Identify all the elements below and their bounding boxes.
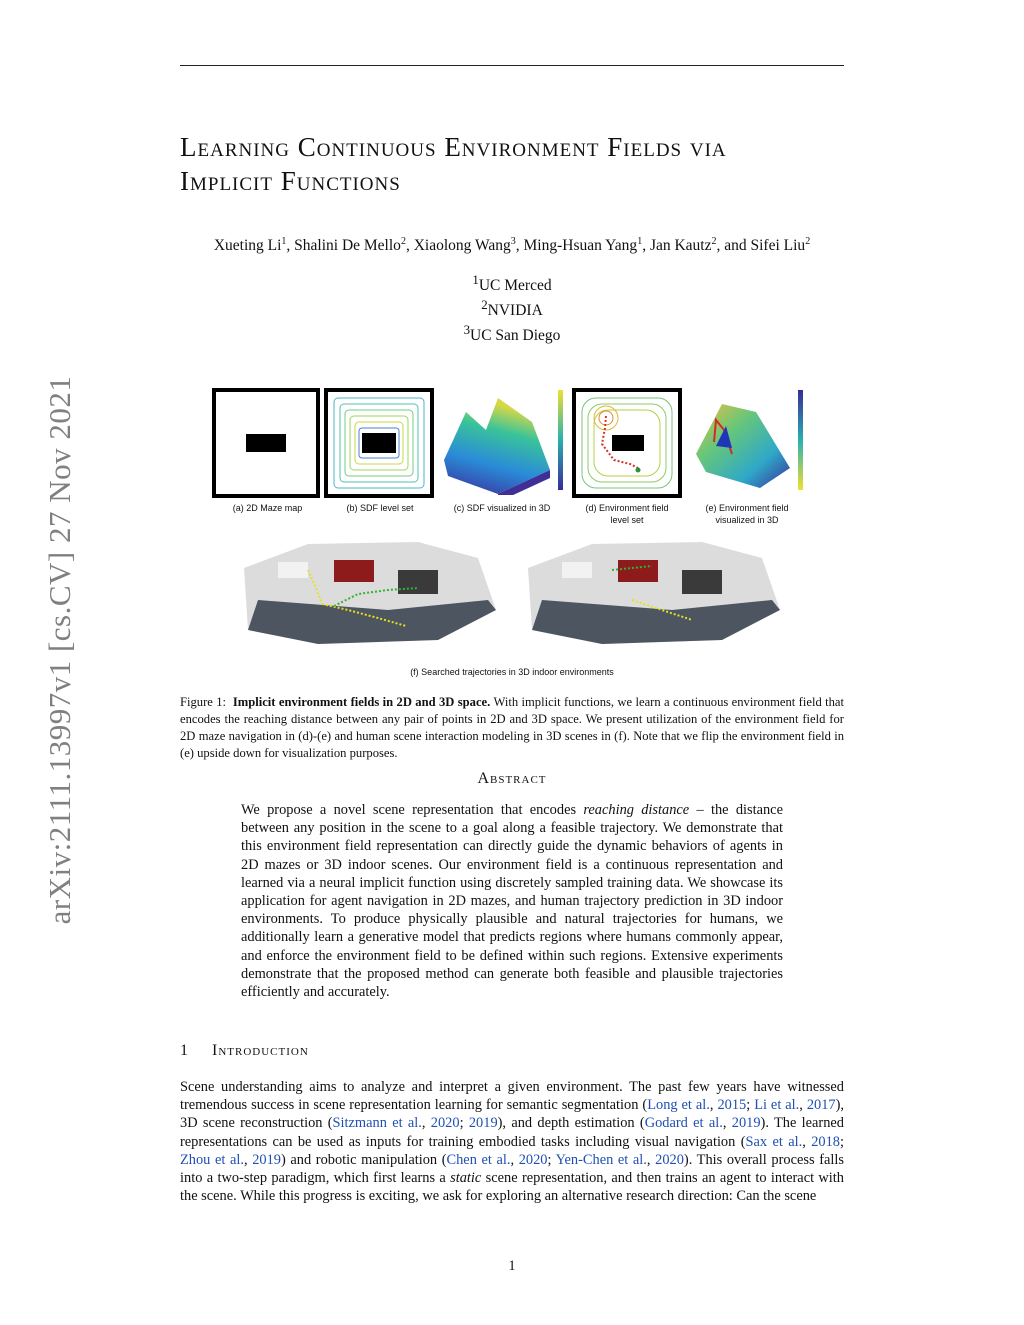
env-field-3d-panel (686, 390, 794, 495)
affiliation-mark: 2 (481, 297, 488, 313)
author-name: Shalini De Mello (294, 237, 401, 255)
citation-link[interactable]: 2019 (731, 1115, 761, 1132)
author-affiliation-mark: 2 (400, 236, 406, 247)
sublabel-e (688, 502, 806, 526)
affiliation (362, 320, 662, 345)
paper-title (180, 130, 880, 198)
sdf-level-set-panel (324, 388, 434, 498)
author-name: Xiaolong Wang (413, 237, 511, 255)
colorbar-c (558, 390, 572, 490)
citation-link[interactable]: 2020 (518, 1151, 548, 1168)
citation-link[interactable]: Sitzmann et al. (332, 1115, 422, 1132)
maze-map-panel (212, 388, 320, 498)
affiliation (362, 295, 662, 320)
top-rule (180, 65, 844, 66)
abstract-emphasis: reaching distance (583, 802, 690, 818)
citation-link[interactable]: 2018 (811, 1133, 840, 1150)
affiliation-mark: 1 (472, 272, 479, 287)
author-affiliation-mark: 2 (711, 236, 717, 247)
citation-link[interactable]: 2020 (430, 1115, 460, 1132)
author-name: Jan Kautz (649, 237, 712, 255)
affiliation (362, 270, 662, 295)
author-list: Xueting Li$^1$, Shalini De Mello$^2$, Xiaolong Wang$^3$, Ming-Hsuan Yang$^1$, Jan Kautz$^2$, and Sifei Liu$^2$ (213, 236, 811, 255)
section-title: Introduction (212, 1042, 309, 1059)
sublabel-f: (f) Searched trajectories in 3D indoor environments (410, 667, 614, 677)
abstract-heading: Abstract (477, 770, 547, 787)
sdf-3d-panel (438, 390, 554, 495)
citation-link[interactable]: 2015 (717, 1097, 747, 1114)
sublabel-e-line-1: (e) Environment field (705, 503, 789, 513)
affiliation-name: UC San Diego (470, 327, 561, 345)
citation-link[interactable]: 2019 (468, 1115, 498, 1132)
affiliation-name: NVIDIA (487, 302, 543, 320)
figure-caption (180, 694, 844, 762)
author-affiliation-mark: 2 (805, 236, 811, 247)
author-affiliation-mark: 1 (281, 236, 287, 247)
abstract-body (241, 801, 783, 1001)
page-number: 1 (508, 1258, 516, 1274)
citation-link[interactable]: 2017 (806, 1097, 836, 1114)
citation-link[interactable]: Long et al. (647, 1097, 710, 1114)
citation-link[interactable]: 2019 (252, 1151, 281, 1168)
citation-link[interactable]: Zhou et al. (180, 1151, 244, 1168)
citation-link[interactable]: 2020 (655, 1151, 684, 1168)
citation-link[interactable]: Godard et al. (644, 1115, 723, 1132)
abstract-text-before: We propose a novel scene representation that encodes (241, 802, 577, 818)
title-line-2: Implicit Functions (180, 166, 401, 196)
introduction-paragraph: Scene understanding aims to analyze and interpret a given environment. The past few years have witnessed tremendous success in scene representation learning for semantic segmentation (Long et al., 2015; Li et al., 2017), 3D scene reconstruction (Sitzmann et al., 2020; 2019), and depth estimation (Godard et al., 2019). The learned representations can be used as inputs for training embodied tasks including visual navigation (Sax et al., 2018; Zhou et al., 2019) and robotic manipulation (Chen et al., 2020; Yen-Chen et al., 2020). This overall process falls into a two-step paradigm, which first learns a static scene representation, and then trains an agent to interact with the scene. While this progress is exciting, we ask for exploring an alternative research direction: Can the scene (180, 1079, 845, 1205)
sublabel-d (568, 502, 686, 526)
sublabel-d-line-1: (d) Environment field (585, 503, 669, 513)
author-name: Sifei Liu (750, 237, 806, 255)
affiliation-mark: 3 (463, 322, 471, 338)
title-line-1: Learning Continuous Environment Fields via (180, 132, 727, 162)
citation-link[interactable]: Sax et al. (745, 1133, 803, 1150)
indoor-scene-right (522, 540, 784, 645)
sublabel-e-line-2: visualized in 3D (715, 515, 779, 525)
citation-link[interactable]: Li et al. (754, 1097, 800, 1114)
section-number: 1 (180, 1042, 189, 1059)
figure-1 (180, 380, 844, 680)
indoor-scene-left (238, 540, 500, 645)
author-affiliation-mark: 1 (637, 236, 643, 247)
affiliation-list (362, 270, 662, 345)
caption-text: With implicit functions, we learn a continuous environment field that encodes the reaching distance between any pair of points in 2D and 3D space. We present utilization of the environment field for 2D maze navigation in (d)-(e) and human scene interaction modeling in 3D scenes in (f). Note that we flip the environment field in (e) upside down for visualization purposes. (180, 695, 845, 760)
citation-link[interactable]: Yen-Chen et al. (555, 1151, 647, 1168)
emphasis: static (450, 1170, 482, 1187)
affiliation-name: UC Merced (478, 277, 552, 295)
abstract-text-after: – the distance between any position in the scene to a goal along a feasible trajectory. We demonstrate that this environment field representation can directly guide the dynamic behaviors of agents in 2D mazes or 3D indoor scenes. Our environment field is a continuous representation and learned via a neural implicit function using discretely sampled training data. We showcase its application for agent navigation in 2D mazes, and human trajectory prediction in 3D indoor environments. To produce physically plausible and natural trajectories for humans, we additionally learn a generative model that predicts regions where humans commonly appear, and enforce the environment field to be defined within such regions. Extensive experiments demonstrate that the proposed method can generate both feasible and plausible trajectories efficiently and accurately. (241, 802, 783, 1001)
caption-label: Figure 1: (180, 695, 227, 709)
env-field-level-set-panel (572, 388, 682, 498)
sublabel-c: (c) SDF visualized in 3D (453, 503, 551, 513)
citation-link[interactable]: Chen et al. (446, 1151, 511, 1168)
arxiv-identifier: arXiv:2111.13997v1 [cs.CV] 27 Nov 2021 (42, 375, 77, 925)
colorbar-e (798, 390, 812, 490)
sublabel-b: (b) SDF level set (346, 503, 414, 513)
sublabel-a: (a) 2D Maze map (232, 503, 303, 513)
author-name: Ming-Hsuan Yang (523, 237, 638, 255)
caption-bold: Implicit environment fields in 2D and 3D space. (232, 695, 491, 709)
section-heading (180, 1042, 309, 1060)
author-name: Xueting Li (213, 237, 282, 255)
sublabel-d-line-2: level set (610, 515, 644, 525)
author-affiliation-mark: 3 (510, 236, 516, 247)
